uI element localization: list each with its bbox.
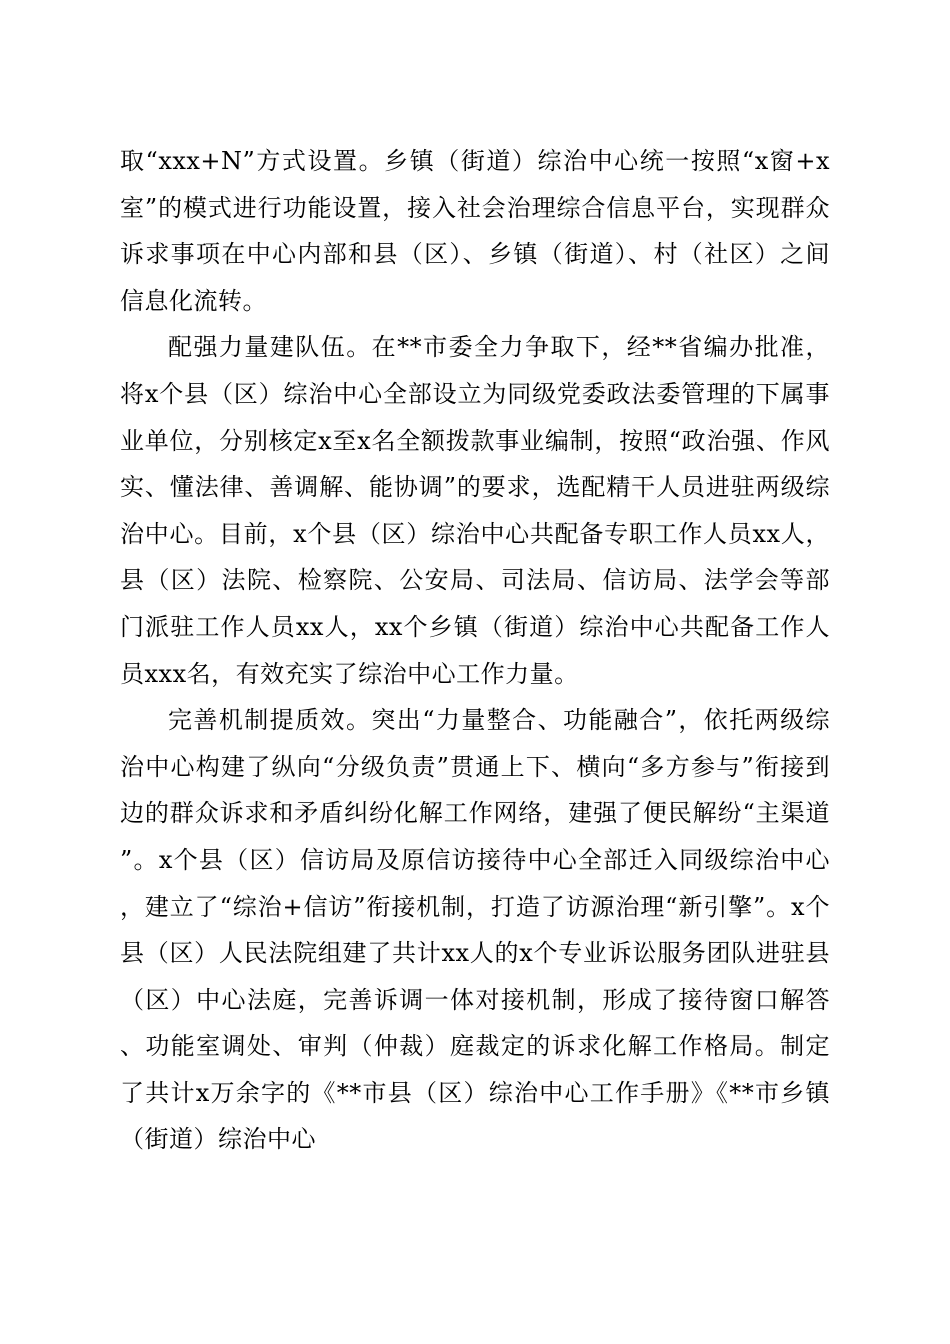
paragraph-staffing: 配强力量建队伍。在**市委全力争取下，经**省编办批准，将x个县（区）综治中心全部设立为同级党委政法委管理的下属事业单位，分别核定x至x名全额拨款事业编制，按照“政治强、作风实、懂法律、善调解、能协调”的要求，选配精干人员进驻两级综治中心。目前，x个县（区）综治中心共配备专职工作人员xx人，县（区）法院、检察院、公安局、司法局、信访局、法学会等部门派驻工作人员xx人，xx个乡镇（街道）综治中心共配备工作人员xxx名，有效充实了综治中心工作力量。 (120, 333, 830, 688)
paragraph-mechanism: 完善机制提质效。突出“力量整合、功能融合”，依托两级综治中心构建了纵向“分级负责”贯通上下、横向“多方参与”衔接到边的群众诉求和矛盾纠纷化解工作网络，建强了便民解纷“主渠道”。x个县（区）信访局及原信访接待中心全部迁入同级综治中心，建立了“综治+信访”衔接机制，打造了访源治理“新引擎”。x个县（区）人民法院组建了共计xx人的x个专业诉讼服务团队进驻县（区）中心法庭，完善诉调一体对接机制，形成了接待窗口解答、功能室调处、审判（仲裁）庭裁定的诉求化解工作格局。制定了共计x万余字的《**市县（区）综治中心工作手册》《**市乡镇（街道）综治中心 (120, 706, 830, 1154)
paragraph-continuation: 取“xxx+N”方式设置。乡镇（街道）综治中心统一按照“x窗+x室”的模式进行功能设置，接入社会治理综合信息平台，实现群众诉求事项在中心内部和县（区）、乡镇（街道）、村（社区）之间信息化流转。 (120, 147, 830, 315)
document-body (120, 138, 830, 1163)
